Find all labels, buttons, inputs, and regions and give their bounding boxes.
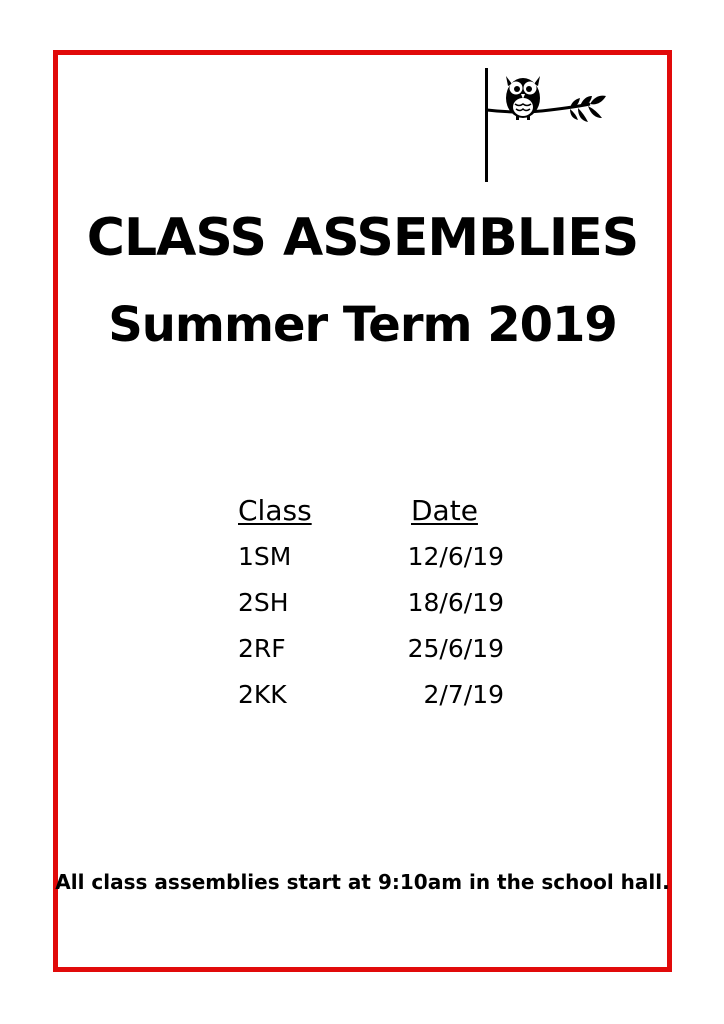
date-cell: 12/6/19 — [407, 542, 504, 571]
table-header-row — [218, 494, 518, 542]
table-row — [218, 542, 518, 588]
date-cell: 25/6/19 — [407, 634, 504, 663]
date-cell: 18/6/19 — [407, 588, 504, 617]
class-cell: 2RF — [238, 634, 286, 663]
class-cell: 2SH — [238, 588, 289, 617]
date-cell: 2/7/19 — [423, 680, 504, 709]
table-row — [218, 588, 518, 634]
table-row — [218, 680, 518, 726]
poster-subtitle: Summer Term 2019 — [108, 297, 617, 353]
assembly-schedule-table — [218, 494, 518, 726]
column-header-date: Date — [411, 494, 478, 527]
column-header-class: Class — [238, 494, 312, 527]
assembly-time-note: All class assemblies start at 9:10am in the school hall. — [55, 870, 670, 894]
owl-on-branch-icon — [480, 66, 620, 186]
class-cell: 1SM — [238, 542, 292, 571]
poster-title: CLASS ASSEMBLIES — [86, 208, 639, 268]
class-cell: 2KK — [238, 680, 287, 709]
table-row — [218, 634, 518, 680]
